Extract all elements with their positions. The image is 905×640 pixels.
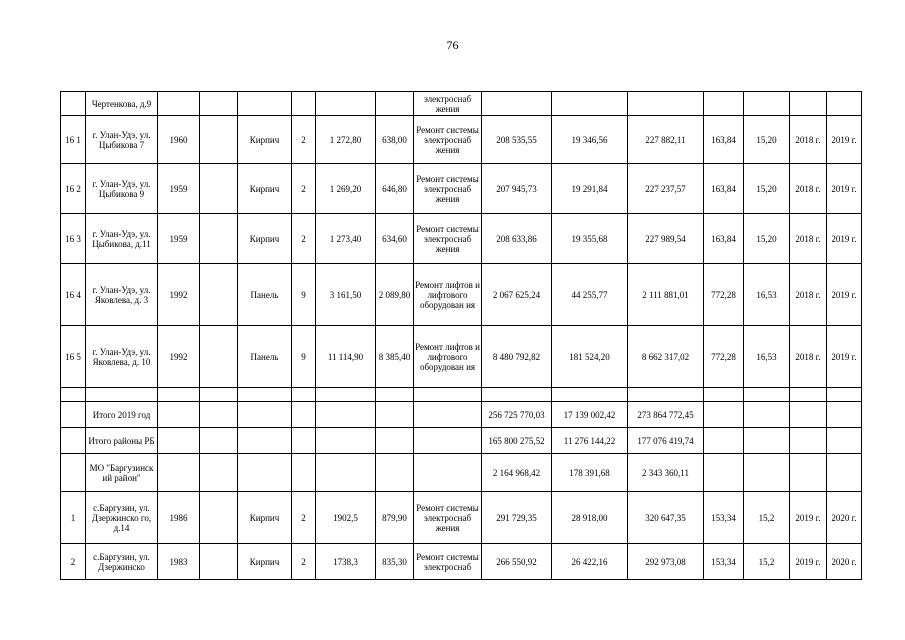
end-year-cell: 2019 г. (827, 326, 862, 388)
build-year-cell (158, 92, 200, 116)
start-year-cell: 2019 г. (790, 492, 827, 544)
living-area-cell: 646,80 (376, 164, 414, 214)
address-cell: г. Улан-Удэ, ул. Цыбикова 9 (86, 164, 158, 214)
empty-cell (200, 402, 238, 428)
work-type-cell: электроснаб жения (414, 92, 482, 116)
row-number-cell (61, 388, 86, 402)
living-area-cell: 638,00 (376, 116, 414, 164)
cost-control-cell: 28 918,00 (552, 492, 628, 544)
end-year-cell (827, 388, 862, 402)
empty-cell (200, 454, 238, 492)
cost-sum-cell (628, 388, 704, 402)
total-area-cell: 1902,5 (316, 492, 376, 544)
build-year-cell (158, 388, 200, 402)
living-area-cell (376, 388, 414, 402)
empty-cell (200, 492, 238, 544)
build-year-cell (158, 454, 200, 492)
cost-sum-cell: 2 343 360,11 (628, 454, 704, 492)
address-cell (86, 388, 158, 402)
cost-total-cell: 208 535,55 (482, 116, 552, 164)
end-year-cell: 2019 г. (827, 116, 862, 164)
cost-sum-cell: 292 973,08 (628, 544, 704, 580)
cost-total-cell: 8 480 792,82 (482, 326, 552, 388)
table-row (61, 492, 862, 544)
end-year-cell: 2019 г. (827, 264, 862, 326)
empty-cell (200, 214, 238, 264)
unit-cost-cell: 163,84 (704, 214, 744, 264)
work-type-cell (414, 388, 482, 402)
table-body (61, 92, 862, 580)
living-area-cell: 634,60 (376, 214, 414, 264)
table-row (61, 544, 862, 580)
cost-sum-cell: 273 864 772,45 (628, 402, 704, 428)
address-cell: Итого 2019 год (86, 402, 158, 428)
total-area-cell: 1738,3 (316, 544, 376, 580)
repair-program-table (60, 91, 862, 580)
address-cell: Итого районы РБ (86, 428, 158, 454)
unit-rate-cell: 15,20 (744, 116, 790, 164)
address-cell: с.Баргузин, ул. Дзержинско го, д.14 (86, 492, 158, 544)
start-year-cell: 2018 г. (790, 326, 827, 388)
empty-cell (200, 92, 238, 116)
build-year-cell (158, 402, 200, 428)
cost-control-cell (552, 388, 628, 402)
floors-cell: 9 (292, 264, 316, 326)
cost-sum-cell: 227 882,11 (628, 116, 704, 164)
total-area-cell (316, 388, 376, 402)
total-area-cell: 1 269,20 (316, 164, 376, 214)
cost-total-cell: 208 633,86 (482, 214, 552, 264)
row-number-cell (61, 92, 86, 116)
unit-rate-cell (744, 454, 790, 492)
cost-total-cell: 291 729,35 (482, 492, 552, 544)
end-year-cell: 2020 г. (827, 492, 862, 544)
work-type-cell: Ремонт лифтов и лифтового оборудован ия (414, 326, 482, 388)
table-row (61, 326, 862, 388)
row-number-cell: 16 4 (61, 264, 86, 326)
cost-total-cell: 2 164 968,42 (482, 454, 552, 492)
empty-cell (200, 544, 238, 580)
total-area-cell (316, 92, 376, 116)
row-number-cell: 16 3 (61, 214, 86, 264)
unit-rate-cell: 15,2 (744, 544, 790, 580)
work-type-cell: Ремонт системы электроснаб жения (414, 492, 482, 544)
empty-cell (200, 388, 238, 402)
wall-material-cell: Кирпич (238, 544, 292, 580)
address-cell: г. Улан-Удэ, ул. Цыбикова 7 (86, 116, 158, 164)
empty-cell (200, 164, 238, 214)
work-type-cell: Ремонт системы электроснаб (414, 544, 482, 580)
cost-sum-cell: 8 662 317,02 (628, 326, 704, 388)
unit-rate-cell: 16,53 (744, 264, 790, 326)
cost-total-cell (482, 92, 552, 116)
start-year-cell (790, 454, 827, 492)
floors-cell: 9 (292, 326, 316, 388)
unit-rate-cell: 15,2 (744, 492, 790, 544)
row-number-cell (61, 454, 86, 492)
table-row (61, 214, 862, 264)
empty-cell (200, 116, 238, 164)
living-area-cell (376, 402, 414, 428)
address-cell: Чертенкова, д.9 (86, 92, 158, 116)
work-type-cell: Ремонт системы электроснаб жения (414, 214, 482, 264)
floors-cell: 2 (292, 492, 316, 544)
build-year-cell: 1960 (158, 116, 200, 164)
cost-control-cell: 19 291,84 (552, 164, 628, 214)
cost-sum-cell: 2 111 881,01 (628, 264, 704, 326)
work-type-cell (414, 454, 482, 492)
cost-control-cell: 181 524,20 (552, 326, 628, 388)
start-year-cell (790, 402, 827, 428)
floors-cell: 2 (292, 116, 316, 164)
total-area-cell: 3 161,50 (316, 264, 376, 326)
wall-material-cell (238, 92, 292, 116)
end-year-cell (827, 402, 862, 428)
living-area-cell: 835,30 (376, 544, 414, 580)
cost-control-cell: 17 139 002,42 (552, 402, 628, 428)
start-year-cell (790, 428, 827, 454)
row-number-cell (61, 428, 86, 454)
cost-total-cell: 266 550,92 (482, 544, 552, 580)
unit-cost-cell: 772,28 (704, 264, 744, 326)
table-row (61, 264, 862, 326)
unit-rate-cell: 16,53 (744, 326, 790, 388)
work-type-cell (414, 428, 482, 454)
wall-material-cell: Кирпич (238, 116, 292, 164)
row-number-cell (61, 402, 86, 428)
living-area-cell: 8 385,40 (376, 326, 414, 388)
cost-sum-cell: 320 647,35 (628, 492, 704, 544)
wall-material-cell: Кирпич (238, 164, 292, 214)
wall-material-cell: Кирпич (238, 492, 292, 544)
start-year-cell: 2018 г. (790, 214, 827, 264)
unit-rate-cell (744, 428, 790, 454)
wall-material-cell (238, 388, 292, 402)
unit-cost-cell: 163,84 (704, 116, 744, 164)
living-area-cell (376, 454, 414, 492)
end-year-cell: 2019 г. (827, 164, 862, 214)
cost-sum-cell (628, 92, 704, 116)
living-area-cell (376, 428, 414, 454)
start-year-cell (790, 92, 827, 116)
floors-cell (292, 454, 316, 492)
table-row (61, 428, 862, 454)
row-number-cell: 2 (61, 544, 86, 580)
unit-cost-cell (704, 454, 744, 492)
cost-control-cell: 178 391,68 (552, 454, 628, 492)
total-area-cell (316, 402, 376, 428)
unit-cost-cell (704, 402, 744, 428)
cost-total-cell: 2 067 625,24 (482, 264, 552, 326)
living-area-cell (376, 92, 414, 116)
unit-rate-cell: 15,20 (744, 214, 790, 264)
wall-material-cell (238, 402, 292, 428)
floors-cell: 2 (292, 544, 316, 580)
unit-cost-cell (704, 92, 744, 116)
table-row (61, 402, 862, 428)
work-type-cell (414, 402, 482, 428)
end-year-cell (827, 92, 862, 116)
page-number: 76 (446, 38, 459, 52)
wall-material-cell: Кирпич (238, 214, 292, 264)
floors-cell (292, 402, 316, 428)
unit-rate-cell: 15,20 (744, 164, 790, 214)
total-area-cell (316, 428, 376, 454)
start-year-cell (790, 388, 827, 402)
build-year-cell: 1992 (158, 326, 200, 388)
unit-cost-cell: 163,84 (704, 164, 744, 214)
cost-sum-cell: 177 076 419,74 (628, 428, 704, 454)
start-year-cell: 2018 г. (790, 164, 827, 214)
end-year-cell (827, 428, 862, 454)
address-cell: г. Улан-Удэ, ул. Яковлева, д. 3 (86, 264, 158, 326)
work-type-cell: Ремонт системы электроснаб жения (414, 164, 482, 214)
table-row (61, 164, 862, 214)
build-year-cell (158, 428, 200, 454)
floors-cell: 2 (292, 214, 316, 264)
row-number-cell: 16 5 (61, 326, 86, 388)
cost-control-cell: 19 346,56 (552, 116, 628, 164)
unit-rate-cell (744, 402, 790, 428)
empty-cell (200, 428, 238, 454)
cost-sum-cell: 227 237,57 (628, 164, 704, 214)
wall-material-cell: Панель (238, 264, 292, 326)
cost-control-cell: 26 422,16 (552, 544, 628, 580)
cost-total-cell: 165 800 275,52 (482, 428, 552, 454)
row-number-cell: 16 1 (61, 116, 86, 164)
table-row (61, 92, 862, 116)
table-row (61, 388, 862, 402)
row-number-cell: 16 2 (61, 164, 86, 214)
total-area-cell: 1 273,40 (316, 214, 376, 264)
floors-cell (292, 388, 316, 402)
empty-cell (200, 326, 238, 388)
unit-cost-cell (704, 388, 744, 402)
end-year-cell: 2019 г. (827, 214, 862, 264)
address-cell: МО "Баргузинск ий район" (86, 454, 158, 492)
end-year-cell (827, 454, 862, 492)
cost-total-cell: 256 725 770,03 (482, 402, 552, 428)
total-area-cell: 11 114,90 (316, 326, 376, 388)
living-area-cell: 879,90 (376, 492, 414, 544)
cost-total-cell: 207 945,73 (482, 164, 552, 214)
start-year-cell: 2019 г. (790, 544, 827, 580)
unit-cost-cell (704, 428, 744, 454)
floors-cell: 2 (292, 164, 316, 214)
wall-material-cell (238, 428, 292, 454)
wall-material-cell (238, 454, 292, 492)
build-year-cell: 1986 (158, 492, 200, 544)
table-row (61, 116, 862, 164)
unit-cost-cell: 772,28 (704, 326, 744, 388)
total-area-cell (316, 454, 376, 492)
cost-control-cell: 11 276 144,22 (552, 428, 628, 454)
build-year-cell: 1959 (158, 214, 200, 264)
empty-cell (200, 264, 238, 326)
wall-material-cell: Панель (238, 326, 292, 388)
unit-rate-cell (744, 92, 790, 116)
address-cell: с.Баргузин, ул. Дзержинско (86, 544, 158, 580)
work-type-cell: Ремонт системы электроснаб жения (414, 116, 482, 164)
build-year-cell: 1992 (158, 264, 200, 326)
cost-control-cell: 19 355,68 (552, 214, 628, 264)
address-cell: г. Улан-Удэ, ул. Яковлева, д. 10 (86, 326, 158, 388)
cost-control-cell (552, 92, 628, 116)
build-year-cell: 1983 (158, 544, 200, 580)
build-year-cell: 1959 (158, 164, 200, 214)
unit-cost-cell: 153,34 (704, 544, 744, 580)
table-row (61, 454, 862, 492)
cost-total-cell (482, 388, 552, 402)
unit-rate-cell (744, 388, 790, 402)
living-area-cell: 2 089,80 (376, 264, 414, 326)
total-area-cell: 1 272,80 (316, 116, 376, 164)
end-year-cell: 2020 г. (827, 544, 862, 580)
floors-cell (292, 92, 316, 116)
start-year-cell: 2018 г. (790, 116, 827, 164)
cost-sum-cell: 227 989,54 (628, 214, 704, 264)
floors-cell (292, 428, 316, 454)
work-type-cell: Ремонт лифтов и лифтового оборудован ия (414, 264, 482, 326)
row-number-cell: 1 (61, 492, 86, 544)
unit-cost-cell: 153,34 (704, 492, 744, 544)
cost-control-cell: 44 255,77 (552, 264, 628, 326)
start-year-cell: 2018 г. (790, 264, 827, 326)
address-cell: г. Улан-Удэ, ул. Цыбикова, д.11 (86, 214, 158, 264)
